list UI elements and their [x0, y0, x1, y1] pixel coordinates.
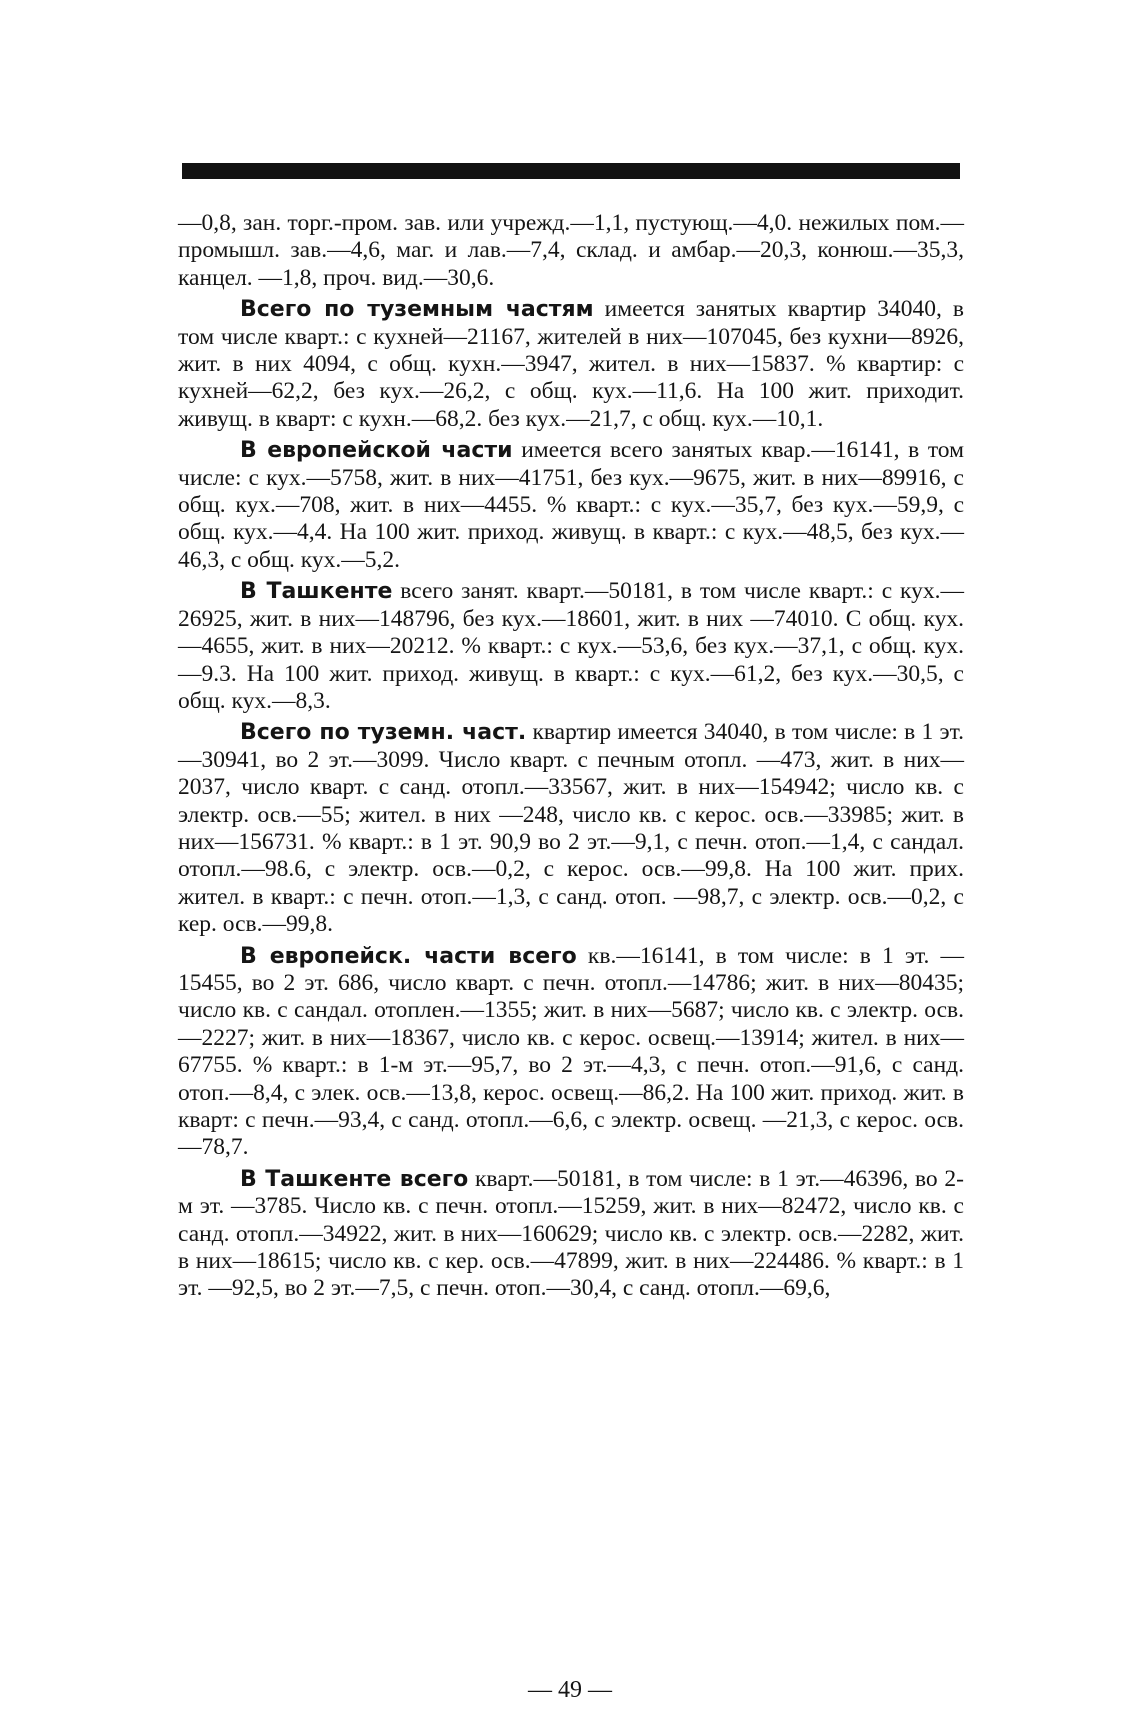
paragraph-text: кварт.—50181, в том числе: в 1 эт.—46396, во 2-м эт. —3785. Число кв. с печн. отопл.—15259, жит. в них—82472, число кв. с санд. отопл.—34922, жит. в них—160629; число кв. с электр. осв.—2282, жит. в них—18615; число кв. с кер. осв.—47899, жит. в них—224486. % кварт.: в 1 эт. —92,5, во 2 эт.—7,5, с печн. отоп.—30,4, с санд. отопл.—69,6, — [178, 1165, 964, 1302]
body-text — [178, 210, 964, 1307]
paragraph-6 — [178, 943, 964, 1162]
paragraph-2 — [178, 296, 964, 433]
paragraph-3 — [178, 437, 964, 574]
paragraph-text: —0,8, зан. торг.-пром. зав. или учрежд.—1,1, пустующ.—4,0. нежилых пом.—промышл. зав.—4,6, маг. и лав.—7,4, склад. и амбар.—20,3, конюш.—35,3, канцел. —1,8, проч. вид.—30,6. — [178, 210, 964, 291]
page-number: — 49 — — [528, 1677, 612, 1703]
paragraph-text: имеется занятых квартир 34040, в том числе кварт.: с кухней—21167, жителей в них—107045, без кухни—8926, жит. в них 4094, с общ. кухн.—3947, жител. в них—15837. % квартир: с кухней—62,2, без кух.—26,2, с общ. кух.—11,6. На 100 жит. приходит. живущ. в кварт: с кухн.—68,2. без кух.—21,7, с общ. кух.—10,1. — [178, 296, 964, 432]
paragraph-lead: В Ташкенте — [240, 579, 393, 605]
paragraph-1 — [178, 210, 964, 292]
paragraph-text: всего занят. кварт.—50181, в том числе кварт.: с кух.—26925, жит. в них—148796, без кух.—18601, жит. в них —74010. С общ. кух.—4655, жит. в них—20212. % кварт.: с кух.—53,6, без кух.—37,1, с общ. кух.—9.3. На 100 жит. приход. живущ. в кварт.: с кух.—61,2, без кух.—30,5, с общ. кух.—8,3. — [178, 578, 964, 714]
paragraph-7 — [178, 1166, 964, 1303]
paragraph-text: имеется всего занятых квар.—16141, в том числе: с кух.—5758, жит. в них—41751, без кух.—9675, жит. в них—89916, с общ. кух.—708, жит. в них—4455. % кварт.: с кух.—35,7, без кух.—59,9, с общ. кух.—4,4. На 100 жит. приход. живущ. в кварт.: с кух.—48,5, без кух.—46,3, с общ. кух.—5,2. — [178, 437, 964, 573]
header-rule — [182, 163, 960, 179]
paragraph-5 — [178, 719, 964, 938]
paragraph-lead: В европейской части — [240, 438, 513, 464]
paragraph-lead: Всего по туземн. част. — [240, 720, 527, 746]
paragraph-lead: В европейск. части всего — [240, 943, 577, 969]
paragraph-lead: Всего по туземным частям — [240, 297, 594, 323]
paragraph-text: кв.—16141, в том числе: в 1 эт. —15455, во 2 эт. 686, число кварт. с печн. отопл.—14786; жит. в них—80435; число кв. с сандал. отоплен.—1355; жит. в них—5687; число кв. с электр. осв.—2227; жит. в них—18367, число кв. с керос. освещ.—13914; жител. в них—67755. % кварт.: в 1-м эт.—95,7, во 2 эт.—4,3, с печн. отоп.—91,6, с санд. отоп.—8,4, с элек. осв.—13,8, керос. освещ.—86,2. На 100 жит. приход. жит. в кварт: с печн.—93,4, с санд. отопл.—6,6, с электр. освещ. —21,3, с керос. осв.—78,7. — [178, 942, 964, 1161]
paragraph-4 — [178, 578, 964, 715]
paragraph-lead: В Ташкенте всего — [240, 1166, 469, 1192]
paragraph-text: квартир имеется 34040, в том числе: в 1 эт.—30941, во 2 эт.—3099. Число кварт. с печным отопл. —473, жит. в них—2037, число кварт. с санд. отопл.—33567, жит. в них—154942; число кв. с электр. осв.—55; жител. в них —248, число кв. с керос. осв.—33985; жит. в них—156731. % кварт.: в 1 эт. 90,9 во 2 эт.—9,1, с печн. отоп.—1,4, с сандал. отопл.—98.6, с электр. осв.—0,2, с керос. осв.—99,8. На 100 жит. прих. жител. в кварт.: с печн. отоп.—1,3, с санд. отоп. —98,7, с электр. осв.—0,2, с кер. осв.—99,8. — [178, 719, 964, 938]
